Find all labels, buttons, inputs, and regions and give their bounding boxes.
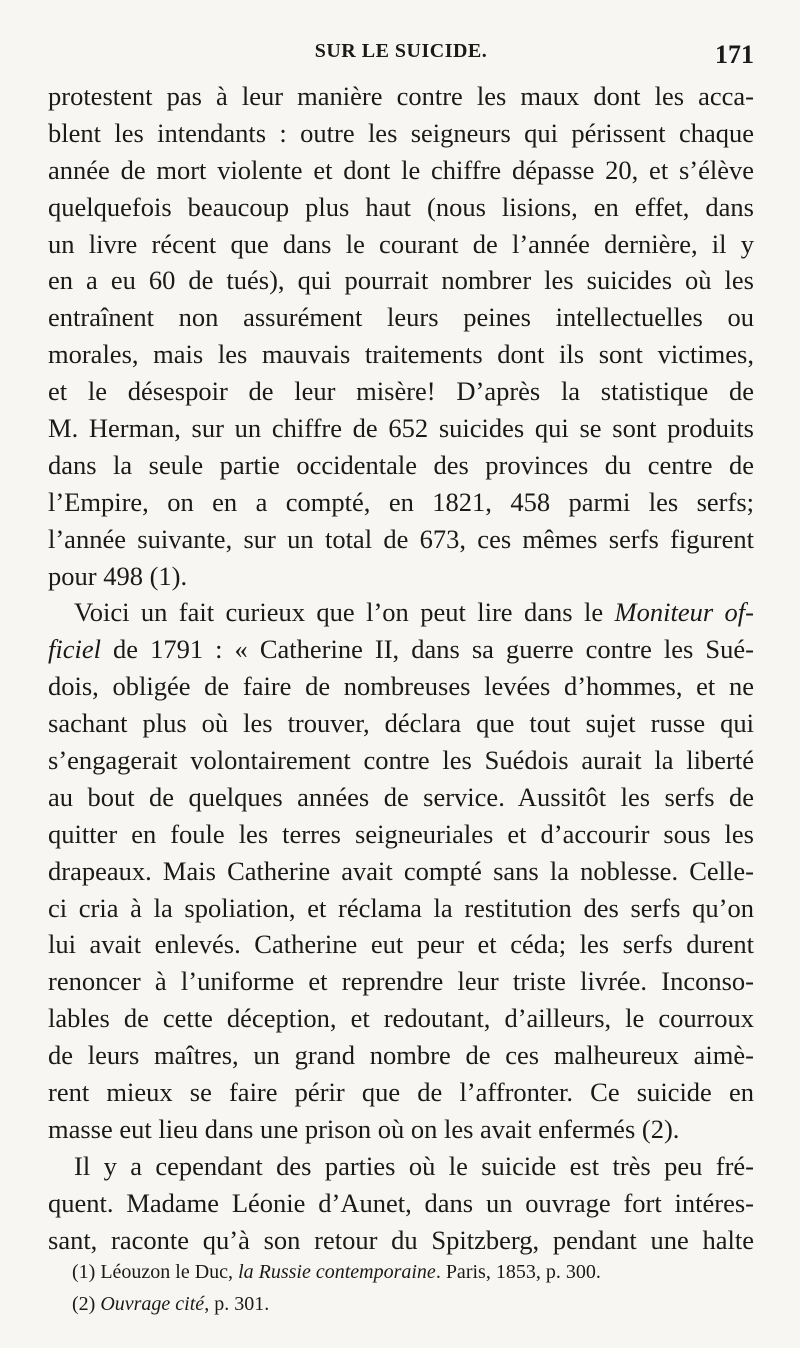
page-header (48, 40, 754, 74)
text-line: masse eut lieu dans une prison où on les avait enfermés (2). (48, 1113, 680, 1144)
text-line: au bout de quelques années de service. Aussitôt les serfs de (48, 781, 754, 812)
text-line: lui avait enlevés. Catherine eut peur et céda; les serfs durent (48, 929, 754, 960)
text-run: Léouzon le Duc, (95, 1261, 239, 1283)
text-line: pour 498 (1). (48, 560, 188, 591)
body-text (48, 78, 754, 1259)
text-run: , p. 301. (204, 1293, 270, 1315)
footnote (72, 1288, 732, 1320)
text-line: sant, raconte qu’à son retour du Spitzberg, pendant une halte (48, 1224, 754, 1255)
text-line: morales, mais les mauvais traitements dont ils sont victimes, (48, 339, 754, 370)
text-line: blent les intendants : outre les seigneurs qui périssent chaque (48, 117, 754, 148)
text-line: ci cria à la spoliation, et réclama la restitution des serfs qu’on (48, 892, 754, 923)
footnote-number: (2) (72, 1293, 96, 1315)
italic-text-run: Moniteur of- (614, 597, 754, 628)
text-line: sachant plus où les trouver, déclara que tout sujet russe qui (48, 708, 754, 739)
text-line: dois, obligée de faire de nombreuses levées d’hommes, et ne (48, 671, 754, 702)
text-line: M. Herman, sur un chiffre de 652 suicides qui se sont produits (48, 413, 754, 444)
text-line: en a eu 60 de tués), qui pourrait nombrer les suicides où les (48, 265, 754, 296)
text-line: de leurs maîtres, un grand nombre de ces malheureux aimè- (48, 1040, 754, 1071)
text-run: Voici un fait curieux que l’on peut lire dans le (74, 597, 615, 628)
text-line: l’Empire, on en a compté, en 1821, 458 parmi les serfs; (48, 486, 754, 517)
page-number: 171 (715, 40, 754, 69)
footnotes (72, 1256, 732, 1320)
text-line: drapeaux. Mais Catherine avait compté sans la noblesse. Celle- (48, 855, 754, 886)
italic-text-run: Ouvrage cité (100, 1293, 205, 1315)
text-line: un livre récent que dans le courant de l’année dernière, il y (48, 228, 754, 259)
text-line: dans la seule partie occidentale des provinces du centre de (48, 449, 754, 480)
italic-text-run: la Russie contemporaine (238, 1261, 436, 1283)
text-line: quitter en foule les terres seigneuriales et d’accourir sous les (48, 818, 754, 849)
text-line: lables de cette déception, et redoutant, d’ailleurs, le courroux (48, 1003, 754, 1034)
text-line: s’engagerait volontairement contre les Suédois aurait la liberté (48, 745, 754, 776)
text-line: protestent pas à leur manière contre les maux dont les acca- (48, 81, 754, 111)
text-line: quelquefois beaucoup plus haut (nous lisions, en effet, dans (48, 191, 754, 222)
text-line: entraînent non assurément leurs peines intellectuelles ou (48, 302, 754, 333)
text-line (48, 594, 754, 631)
italic-text-run: ficiel (48, 634, 101, 665)
text-line: rent mieux se faire périr que de l’affronter. Ce suicide en (48, 1077, 754, 1108)
text-line: l’année suivante, sur un total de 673, ces mêmes serfs figurent (48, 523, 754, 554)
text-line: Il y a cependant des parties où le suicide est très peu fré- (74, 1150, 754, 1181)
footnote-number: (1) (72, 1261, 96, 1283)
text-line: année de mort violente et dont le chiffre dépasse 20, et s’élève (48, 154, 754, 185)
text-run: . Paris, 1853, p. 300. (435, 1261, 601, 1283)
text-line (48, 631, 754, 668)
text-run: de 1791 : « Catherine II, dans sa guerre contre les Sué- (100, 634, 754, 665)
footnote (72, 1256, 732, 1288)
running-head: SUR LE SUICIDE. (314, 40, 488, 62)
text-line: quent. Madame Léonie d’Aunet, dans un ouvrage fort intéres- (48, 1187, 754, 1218)
text-line: renoncer à l’uniforme et reprendre leur triste livrée. Inconso- (48, 966, 754, 997)
text-line: et le désespoir de leur misère! D’après la statistique de (48, 376, 754, 407)
